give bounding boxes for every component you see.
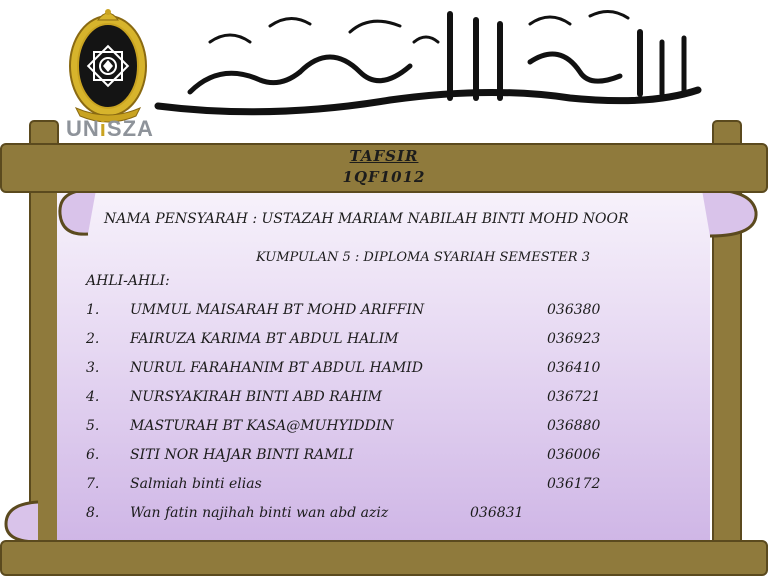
member-id: 036380	[547, 302, 601, 318]
member-name: SITI NOR HAJAR BINTI RAMLI	[130, 447, 354, 463]
member-name: NURUL FARAHANIM BT ABDUL HAMID	[130, 360, 423, 376]
member-number: 4.	[86, 389, 100, 405]
group-info: KUMPULAN 5 : DIPLOMA SYARIAH SEMESTER 3	[256, 250, 590, 265]
member-name: UMMUL MAISARAH BT MOHD ARIFFIN	[130, 302, 425, 318]
member-id: 036410	[547, 360, 601, 376]
member-name: Salmiah binti elias	[130, 476, 262, 492]
member-name: FAIRUZA KARIMA BT ABDUL HALIM	[130, 331, 399, 347]
basmalah-calligraphy	[150, 2, 710, 126]
member-id: 036006	[547, 447, 601, 463]
member-number: 2.	[86, 331, 100, 347]
member-number: 7.	[86, 476, 100, 492]
lecturer-name: NAMA PENSYARAH : USTAZAH MARIAM NABILAH BINTI MOHD NOOR	[104, 211, 629, 227]
member-number: 8.	[86, 505, 100, 521]
frame-beam-bottom	[0, 540, 768, 576]
member-id: 036923	[547, 331, 601, 347]
member-id: 036831	[470, 505, 524, 521]
member-name: NURSYAKIRAH BINTI ABD RAHIM	[130, 389, 382, 405]
members-label: AHLI-AHLI:	[86, 273, 170, 289]
scroll-curl-bottom-left	[0, 500, 40, 544]
course-title: TAFSIR	[349, 147, 419, 165]
member-name: Wan fatin najihah binti wan abd aziz	[130, 505, 389, 521]
member-id: 036172	[547, 476, 601, 492]
member-number: 6.	[86, 447, 100, 463]
scroll-curl-left	[38, 186, 98, 242]
logo-wordmark: UNiSZA	[66, 116, 154, 141]
course-code: 1QF1012	[342, 168, 426, 186]
member-id: 036721	[547, 389, 601, 405]
member-id: 036880	[547, 418, 601, 434]
scroll-curl-right	[700, 186, 768, 242]
member-number: 5.	[86, 418, 100, 434]
member-name: MASTURAH BT KASA@MUHYIDDIN	[130, 418, 394, 434]
member-number: 3.	[86, 360, 100, 376]
member-number: 1.	[86, 302, 100, 318]
